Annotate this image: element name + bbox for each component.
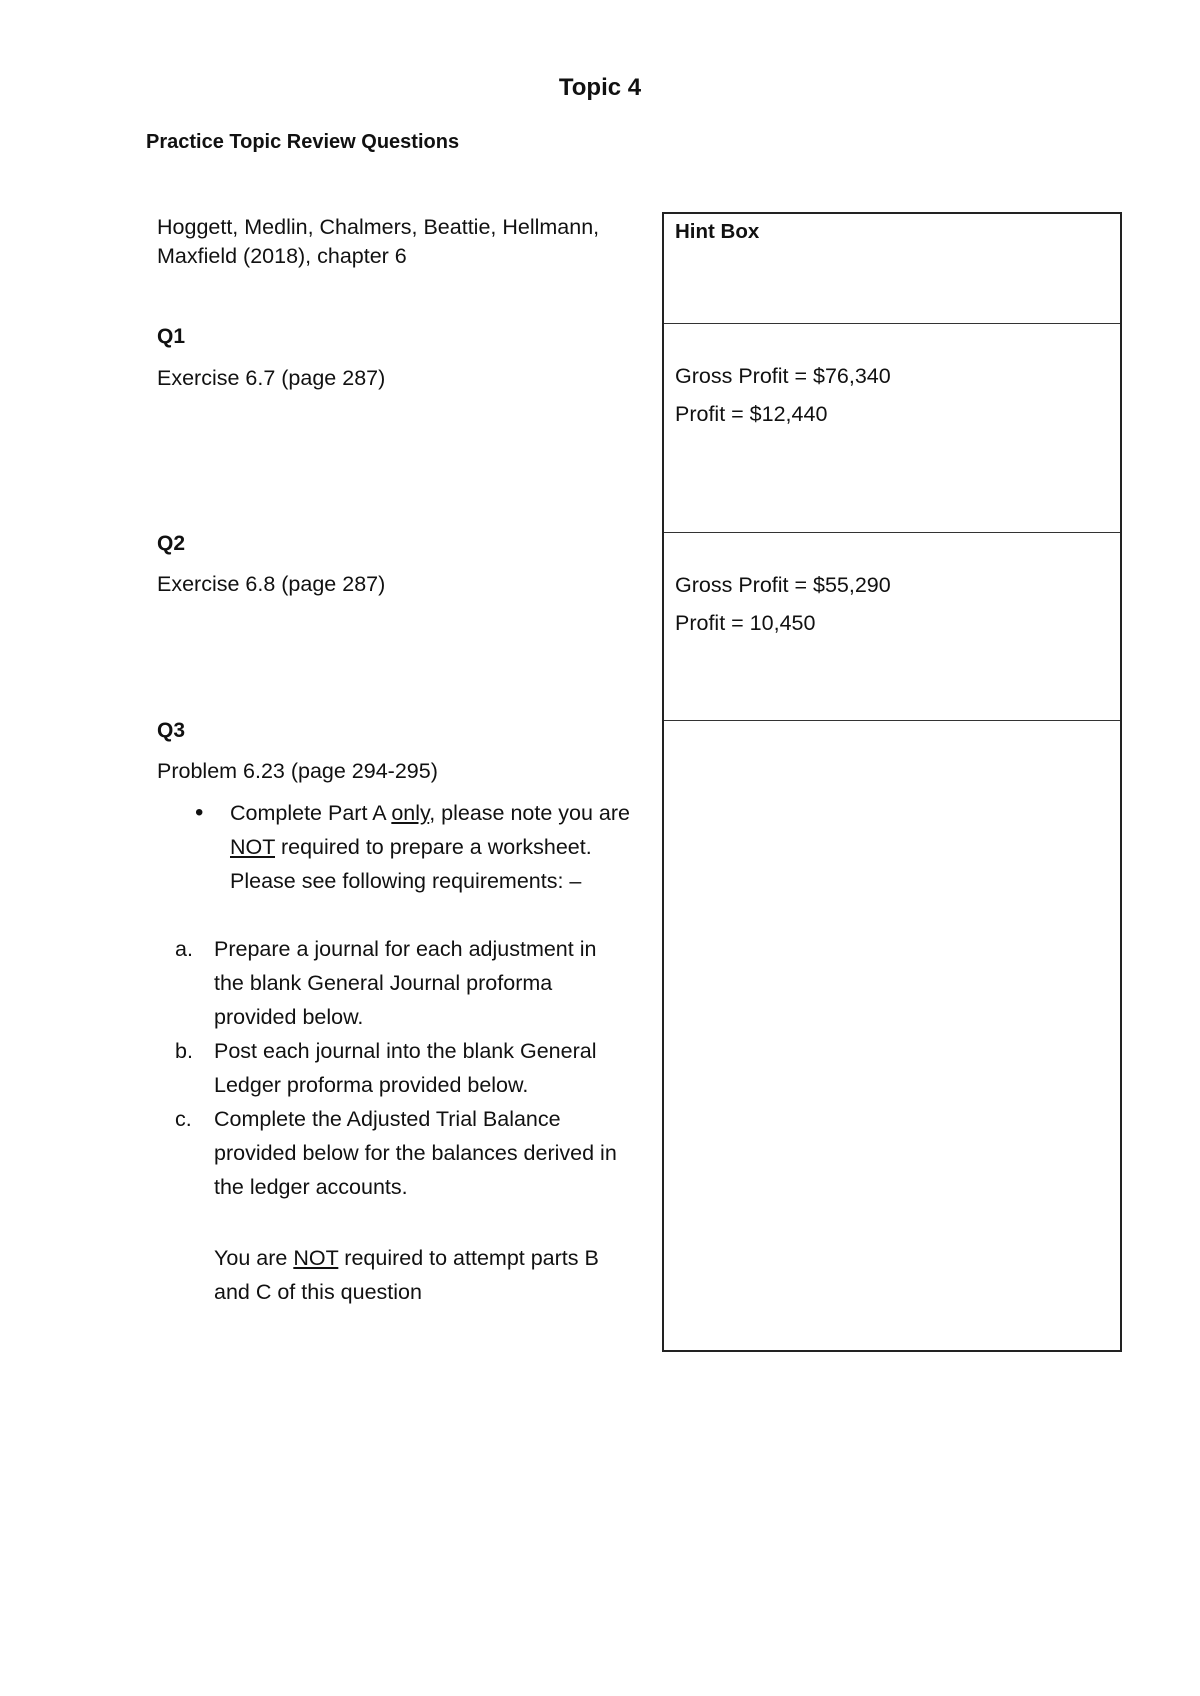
question-2-label: Q2 [157, 532, 186, 555]
hint-box-heading: Hint Box [675, 220, 760, 243]
bullet-icon: • [195, 799, 204, 826]
hint-q1-profit: Profit = $12,440 [675, 402, 828, 426]
hint-q1-gross-profit: Gross Profit = $76,340 [675, 364, 891, 388]
hint-q2-profit: Profit = 10,450 [675, 611, 816, 635]
bullet-line-1-start: Complete Part A [230, 801, 392, 825]
hint-q2-gross-profit: Gross Profit = $55,290 [675, 573, 891, 597]
note-start: You are [214, 1246, 294, 1270]
question-3-label: Q3 [157, 719, 186, 742]
note-line-1 [214, 1241, 654, 1275]
bullet-line-2 [230, 830, 655, 864]
question-2-text: Exercise 6.8 (page 287) [157, 572, 386, 596]
note-emphasis-not: NOT [293, 1246, 339, 1270]
question-1-label: Q1 [157, 325, 186, 348]
requirement-c-line-3: the ledger accounts. [214, 1175, 408, 1199]
hint-box-header-cell [664, 214, 1120, 324]
q3-requirements-list [175, 932, 655, 1204]
requirement-a-line-3: provided below. [214, 1005, 364, 1029]
hint-q3-cell [664, 721, 1120, 1350]
requirement-c-marker: c. [175, 1107, 192, 1131]
page-subtitle: Practice Topic Review Questions [146, 131, 460, 153]
bullet-emphasis-not: NOT [230, 835, 275, 859]
bullet-line-2-end: required to prepare a worksheet. [275, 835, 592, 859]
note-line-2: and C of this question [214, 1280, 422, 1304]
requirement-a-marker: a. [175, 937, 193, 961]
hint-q2-cell [664, 533, 1120, 721]
bullet-emphasis-only: only [391, 801, 430, 825]
requirement-a [175, 932, 655, 1034]
requirement-a-line-2: the blank General Journal proforma [214, 971, 553, 995]
requirement-c-line-2: provided below for the balances derived in [214, 1141, 617, 1165]
bullet-line-1-end: , please note you are [429, 801, 631, 825]
reference-line-2: Maxfield (2018), chapter 6 [157, 244, 407, 268]
reference-line-1: Hoggett, Medlin, Chalmers, Beattie, Hellmann, [157, 215, 600, 239]
q3-note [214, 1241, 654, 1309]
question-3-text: Problem 6.23 (page 294-295) [157, 759, 438, 783]
requirement-b-line-1: Post each journal into the blank General [214, 1039, 597, 1063]
bullet-line-1 [230, 796, 655, 830]
bullet-line-3: Please see following requirements: – [230, 869, 582, 893]
requirement-b [175, 1034, 655, 1102]
requirement-a-line-1: Prepare a journal for each adjustment in [214, 937, 597, 961]
requirement-c [175, 1102, 655, 1204]
hint-q1-cell [664, 324, 1120, 533]
q3-bullet-text [230, 796, 655, 898]
textbook-reference [157, 213, 637, 271]
requirement-b-marker: b. [175, 1039, 193, 1063]
requirement-b-line-2: Ledger proforma provided below. [214, 1073, 529, 1097]
question-1-text: Exercise 6.7 (page 287) [157, 366, 386, 390]
note-end: required to attempt parts B [338, 1246, 599, 1270]
requirement-c-line-1: Complete the Adjusted Trial Balance [214, 1107, 561, 1131]
page-title: Topic 4 [558, 74, 642, 101]
hint-box [662, 212, 1122, 1352]
